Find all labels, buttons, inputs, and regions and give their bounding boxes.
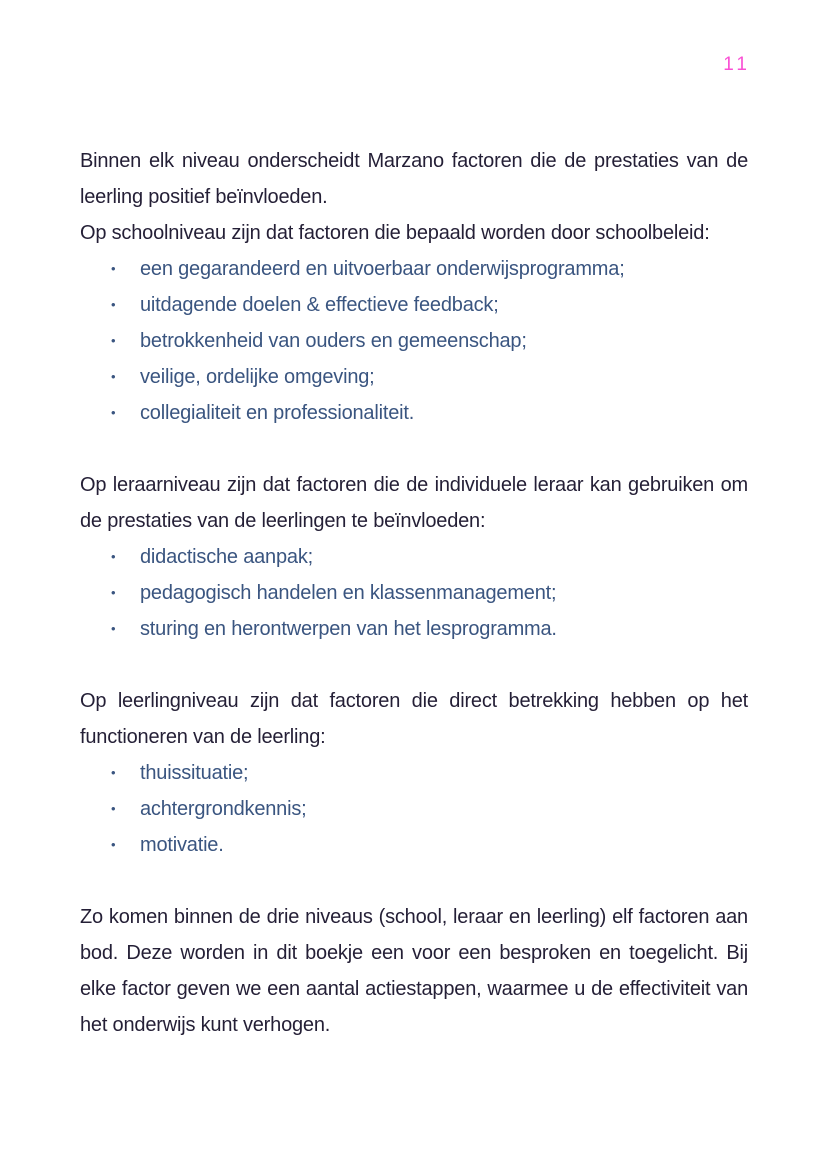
paragraph-teacher-level: Op leraarniveau zijn dat factoren die de individuele leraar kan gebruiken om de prestaties van de leerlingen te beïnvloeden: — [80, 474, 748, 532]
list-item — [80, 539, 748, 575]
bullet-icon: • — [111, 837, 116, 852]
list-item — [80, 359, 748, 395]
bullet-icon: • — [111, 405, 116, 420]
list-item-text: betrokkenheid van ouders en gemeenschap; — [140, 330, 527, 352]
list-item — [80, 287, 748, 323]
list-item — [80, 755, 748, 791]
list-item-text: thuissituatie; — [140, 762, 249, 784]
paragraph-school-level: Op schoolniveau zijn dat factoren die bepaald worden door schoolbeleid: — [80, 222, 710, 244]
list-item-text: motivatie. — [140, 834, 224, 856]
list-item-text: collegialiteit en professionaliteit. — [140, 402, 415, 424]
list-item — [80, 575, 748, 611]
bullet-icon: • — [111, 765, 116, 780]
bullet-icon: • — [111, 801, 116, 816]
student-factors-list — [80, 755, 748, 863]
paragraph-closing: Zo komen binnen de drie niveaus (school, leraar en leerling) elf factoren aan bod. Deze worden in dit boekje een voor een besproken en toegelicht. Bij elke factor geven we een aantal actiestappen, waarmee u de effectiviteit van het onderwijs kunt verhogen. — [80, 906, 748, 1036]
list-item — [80, 395, 748, 431]
bullet-icon: • — [111, 621, 116, 636]
list-item — [80, 323, 748, 359]
bullet-icon: • — [111, 297, 116, 312]
list-item-text: veilige, ordelijke omgeving; — [140, 366, 375, 388]
list-item-text: achtergrondkennis; — [140, 798, 307, 820]
list-item-text: pedagogisch handelen en klassenmanagement; — [140, 582, 557, 604]
bullet-icon: • — [111, 261, 116, 276]
list-item-text: sturing en herontwerpen van het lesprogramma. — [140, 618, 557, 640]
paragraph-intro: Binnen elk niveau onderscheidt Marzano factoren die de prestaties van de leerling positief beïnvloeden. — [80, 150, 748, 208]
list-item — [80, 251, 748, 287]
list-item — [80, 791, 748, 827]
school-factors-list — [80, 251, 748, 431]
bullet-icon: • — [111, 333, 116, 348]
teacher-factors-list — [80, 539, 748, 647]
paragraph-student-level: Op leerlingniveau zijn dat factoren die direct betrekking hebben op het functioneren van de leerling: — [80, 690, 748, 748]
bullet-icon: • — [111, 585, 116, 600]
bullet-icon: • — [111, 549, 116, 564]
page-content — [80, 143, 748, 1043]
list-item-text: een gegarandeerd en uitvoerbaar onderwijsprogramma; — [140, 258, 625, 280]
page-number: 11 — [723, 54, 751, 75]
bullet-icon: • — [111, 369, 116, 384]
list-item-text: didactische aanpak; — [140, 546, 313, 568]
list-item-text: uitdagende doelen & effectieve feedback; — [140, 294, 499, 316]
list-item — [80, 827, 748, 863]
list-item — [80, 611, 748, 647]
